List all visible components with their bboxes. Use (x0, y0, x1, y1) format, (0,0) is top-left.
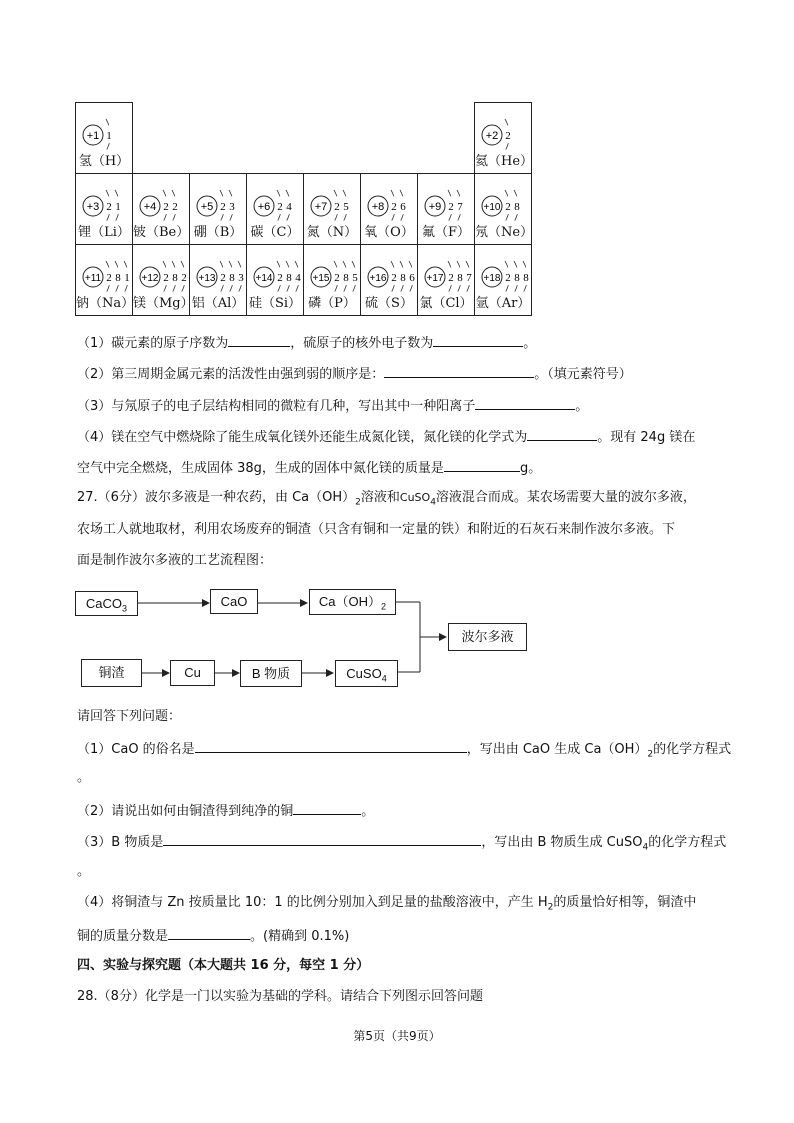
element-name: 氢（H） (78, 154, 130, 169)
q27-intro-line3: 面是制作波尔多液的工艺流程图： (77, 553, 273, 568)
flow-box-caoh2 (309, 589, 396, 615)
shell-electron-count: 2 (448, 201, 454, 213)
flow-caco3-label: CaCO (85, 596, 123, 611)
q26-p4-text-a: （4）镁在空气中燃烧除了能生成氧化镁外还能生成氮化镁，氮化镁的化学式为 (77, 430, 528, 445)
q27-part1-end: 。 (77, 770, 91, 785)
shell-electron-count: 3 (238, 272, 244, 284)
shell-electron-count: 4 (286, 201, 292, 213)
element-name: 铝（Al） (191, 296, 245, 311)
shell-electron-count: 2 (172, 201, 178, 213)
q28-intro: 28.（8分）化学是一门以实验为基础的学科。请结合下列图示回答问题 (77, 989, 483, 1004)
nucleus-charge: +4 (143, 201, 157, 213)
page-footer: 第5页（共9页） (353, 1029, 441, 1043)
shell-electron-count: 2 (163, 201, 169, 213)
nucleus-charge: +13 (198, 273, 216, 284)
q27-p1-sub: 2 (647, 749, 654, 760)
shell-electron-count: 2 (505, 201, 511, 213)
q27-p3-sub: 4 (642, 842, 649, 853)
section-heading: 四、实验与探究题（本大题共 16 分，每空 1 分） (77, 958, 370, 973)
q26-p1-text-b: ，硫原子的核外电子数为 (290, 336, 434, 351)
flow-cuso4-sub: 4 (381, 673, 387, 684)
element-name: 氯（Cl） (419, 296, 473, 311)
element-name: 氧（O） (364, 225, 414, 240)
q27-p2-text-b: 。 (361, 804, 375, 819)
shell-electron-count: 8 (514, 201, 520, 213)
q27-part4-line2 (77, 925, 349, 947)
shell-electron-count: 2 (277, 201, 283, 213)
shell-electron-count: 6 (409, 272, 415, 284)
shell-electron-count: 5 (352, 272, 358, 284)
flow-caoh2-label: Ca（OH） (318, 594, 382, 609)
shell-electron-count: 6 (400, 201, 406, 213)
flow-box-cu (170, 660, 215, 686)
q27-ask: 请回答下列问题： (77, 709, 182, 724)
q27-p4-text-c: 铜的质量分数是 (77, 929, 169, 944)
nucleus-charge: +12 (141, 273, 159, 284)
flow-box-caco3 (75, 591, 138, 616)
flow-cao-label: CaO (220, 594, 248, 609)
shell-electron-count: 2 (106, 201, 112, 213)
nucleus-charge: +15 (312, 273, 330, 284)
element-name: 硅（Si） (248, 296, 302, 311)
shell-electron-count: 1 (106, 130, 112, 142)
element-name: 碳（C） (250, 225, 300, 240)
shell-electron-count: 2 (106, 272, 112, 284)
flow-box-slag (81, 659, 142, 687)
shell-electron-count: 2 (448, 272, 454, 284)
q27-p3-text-a: （3）B 物质是 (77, 835, 164, 850)
nucleus-charge: +14 (255, 273, 273, 284)
shell-electron-count: 2 (505, 272, 511, 284)
element-name: 氖（Ne） (475, 225, 534, 240)
shell-electron-count: 8 (229, 272, 235, 284)
element-name: 磷（P） (308, 296, 356, 311)
element-name: 锂（Li） (78, 225, 130, 240)
nucleus-charge: +6 (257, 201, 271, 213)
nucleus-charge: +2 (485, 130, 499, 142)
element-name: 氩（Ar） (475, 296, 531, 311)
answer-blank[interactable] (168, 925, 250, 940)
nucleus-charge: +5 (200, 201, 214, 213)
q27-p4-sub: 2 (547, 902, 554, 913)
shell-electron-count: 2 (220, 272, 226, 284)
q27-part4-line1 (77, 893, 696, 918)
shell-electron-count: 2 (163, 272, 169, 284)
shell-electron-count: 2 (505, 130, 511, 142)
q27-part1 (77, 738, 731, 765)
q26-p1-text-a: （1）碳元素的原子序数为 (77, 336, 229, 351)
q27-part2 (77, 800, 374, 822)
q27-p1-text-c: 的化学方程式 (653, 742, 732, 757)
nucleus-charge: +18 (483, 273, 501, 284)
nucleus-charge: +7 (314, 201, 328, 213)
shell-electron-count: 3 (229, 201, 235, 213)
q26-p4-text-c: 空气中完全燃烧，生成固体 38g，生成的固体中氮化镁的质量是 (77, 461, 444, 476)
q27-p4-text-d: 。(精确到 0.1%) (250, 929, 350, 944)
element-name: 镁（Mg） (133, 296, 194, 311)
flow-bordeaux-label: 波尔多液 (461, 629, 514, 644)
answer-blank[interactable] (163, 831, 481, 846)
shell-electron-count: 1 (124, 272, 130, 284)
flow-caco3-sub: 3 (122, 603, 128, 614)
element-name: 硫（S） (365, 296, 413, 311)
q26-p3-text-b: 。 (575, 399, 589, 414)
q27-intro-d: 溶液混合而成。某农场需要大量的波尔多液， (435, 490, 696, 505)
shell-electron-count: 2 (334, 201, 340, 213)
nucleus-charge: +9 (428, 201, 442, 213)
q26-p3-text-a: （3）与氖原子的电子层结构相同的微粒有几种，写出其中一种阳离子 (77, 399, 476, 414)
q27-intro-sub2: 4 (430, 497, 436, 508)
q26-p2-text-b: 。（填元素符号） (534, 367, 632, 382)
q27-p4-text-b: 的质量恰好相等，铜渣中 (553, 895, 697, 910)
q27-p1-text-a: （1）CaO 的俗名是 (77, 742, 195, 757)
shell-electron-count: 2 (277, 272, 283, 284)
q27-p3-text-c: 的化学方程式 (648, 835, 727, 850)
element-name: 氮（N） (306, 225, 358, 240)
q26-p2-text-a: （2）第三周期金属元素的活泼性由强到弱的顺序是： (77, 367, 385, 382)
element-name: 钠（Na） (76, 296, 135, 311)
flow-caoh2-sub: 2 (381, 601, 387, 612)
shell-electron-count: 8 (514, 272, 520, 284)
q27-intro-c: CuSO (399, 491, 431, 504)
shell-electron-count: 8 (523, 272, 529, 284)
element-name: 铍（Be） (133, 225, 190, 240)
answer-blank[interactable] (195, 738, 467, 753)
flow-cu-label: Cu (184, 665, 201, 680)
flow-slag-label: 铜渣 (98, 665, 125, 680)
shell-electron-count: 8 (115, 272, 121, 284)
shell-electron-count: 2 (334, 272, 340, 284)
q27-intro-b: 溶液和 (360, 490, 400, 505)
nucleus-charge: +16 (369, 273, 387, 284)
flow-box-cao (210, 589, 258, 614)
shell-electron-count: 4 (295, 272, 301, 284)
flow-box-cuso4 (335, 660, 398, 687)
answer-blank[interactable] (293, 800, 361, 815)
shell-electron-count: 2 (220, 201, 226, 213)
q26-p4-text-b: 。现有 24g 镁在 (597, 430, 696, 445)
shell-electron-count: 8 (286, 272, 292, 284)
nucleus-charge: +11 (84, 273, 102, 284)
shell-electron-count: 2 (391, 201, 397, 213)
q27-p3-text-b: ，写出由 B 物质生成 CuSO (481, 835, 643, 850)
q27-intro-sub: 2 (355, 497, 361, 508)
nucleus-charge: +3 (86, 201, 100, 213)
shell-electron-count: 5 (343, 201, 349, 213)
nucleus-charge: +1 (86, 130, 100, 142)
q27-p2-text-a: （2）请说出如何由铜渣得到纯净的铜 (77, 804, 294, 819)
shell-electron-count: 8 (457, 272, 463, 284)
q27-part3 (77, 831, 726, 858)
shell-electron-count: 8 (172, 272, 178, 284)
q27-intro-a: 27.（6分）波尔多液是一种农药，由 Ca（OH） (77, 490, 356, 505)
nucleus-charge: +8 (371, 201, 385, 213)
flow-box-bordeaux (448, 623, 527, 651)
shell-electron-count: 8 (400, 272, 406, 284)
shell-electron-count: 2 (391, 272, 397, 284)
element-name: 氟（F） (421, 225, 471, 240)
shell-electron-count: 2 (181, 272, 187, 284)
q27-intro-line2: 农场工人就地取材，利用农场废弃的铜渣（只含有铜和一定量的铁）和附近的石灰石来制作波尔多液。下 (77, 522, 676, 537)
q26-p4-text-d: g。 (519, 461, 542, 476)
shell-electron-count: 8 (343, 272, 349, 284)
shell-electron-count: 1 (115, 201, 121, 213)
flow-b-label: B 物质 (251, 666, 291, 681)
element-name: 氦（He） (475, 154, 534, 169)
nucleus-charge: +17 (426, 273, 444, 284)
q27-part3-end: 。 (77, 864, 91, 879)
q27-p1-text-b: ，写出由 CaO 生成 Ca（OH） (466, 742, 648, 757)
element-name: 硼（B） (193, 225, 243, 240)
flow-cuso4-label: CuSO (346, 666, 382, 681)
q27-p4-text-a: （4）将铜渣与 Zn 按质量比 10：1 的比例分别加入到足量的盐酸溶液中，产生 H (77, 895, 548, 910)
flow-box-b (240, 660, 302, 687)
nucleus-charge: +10 (483, 202, 501, 213)
q26-p1-text-c: 。 (523, 336, 537, 351)
shell-electron-count: 7 (457, 201, 463, 213)
shell-electron-count: 7 (466, 272, 472, 284)
